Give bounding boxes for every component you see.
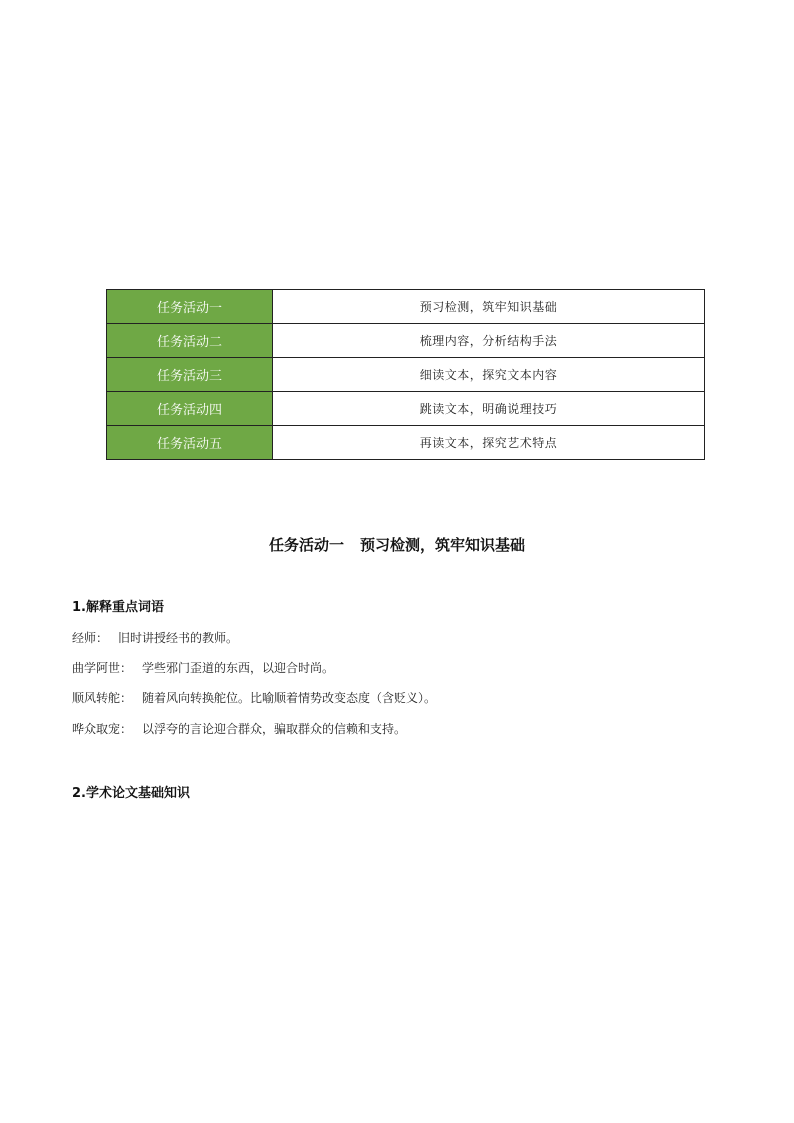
vocab-item bbox=[72, 720, 406, 737]
task-label: 任务活动三 bbox=[107, 358, 273, 392]
vocab-definition: 随着风向转换舵位。比喻顺着情势改变态度（含贬义）。 bbox=[142, 691, 437, 705]
vocab-definition: 以浮夸的言论迎合群众，骗取群众的信赖和支持。 bbox=[142, 722, 407, 736]
section-title bbox=[0, 534, 794, 555]
table-row bbox=[107, 392, 705, 426]
vocab-term: 顺风转舵： bbox=[72, 691, 133, 705]
task-description: 梳理内容，分析结构手法 bbox=[273, 324, 705, 358]
knowledge-heading: 2.学术论文基础知识 bbox=[72, 786, 190, 801]
vocab-term: 哗众取宠： bbox=[72, 722, 133, 736]
vocab-definition: 学些邪门歪道的东西，以迎合时尚。 bbox=[142, 661, 335, 675]
task-label: 任务活动四 bbox=[107, 392, 273, 426]
task-description: 再读文本，探究艺术特点 bbox=[273, 426, 705, 460]
section-title-topic: 预习检测，筑牢知识基础 bbox=[360, 536, 526, 554]
table-row bbox=[107, 324, 705, 358]
vocab-term: 曲学阿世： bbox=[72, 661, 133, 675]
task-label: 任务活动一 bbox=[107, 290, 273, 324]
table-row bbox=[107, 290, 705, 324]
vocab-item bbox=[72, 659, 334, 676]
task-description: 预习检测，筑牢知识基础 bbox=[273, 290, 705, 324]
table-row bbox=[107, 426, 705, 460]
vocab-definition: 旧时讲授经书的教师。 bbox=[118, 631, 239, 645]
task-label: 任务活动五 bbox=[107, 426, 273, 460]
vocab-item bbox=[72, 689, 436, 706]
vocab-heading: 1.解释重点词语 bbox=[72, 600, 164, 615]
vocab-item bbox=[72, 629, 238, 646]
section-title-activity: 任务活动一 bbox=[268, 536, 344, 554]
vocab-term: 经师： bbox=[72, 631, 109, 645]
task-description: 跳读文本，明确说理技巧 bbox=[273, 392, 705, 426]
task-description: 细读文本，探究文本内容 bbox=[273, 358, 705, 392]
table-row bbox=[107, 358, 705, 392]
task-label: 任务活动二 bbox=[107, 324, 273, 358]
task-activity-table bbox=[106, 289, 705, 460]
